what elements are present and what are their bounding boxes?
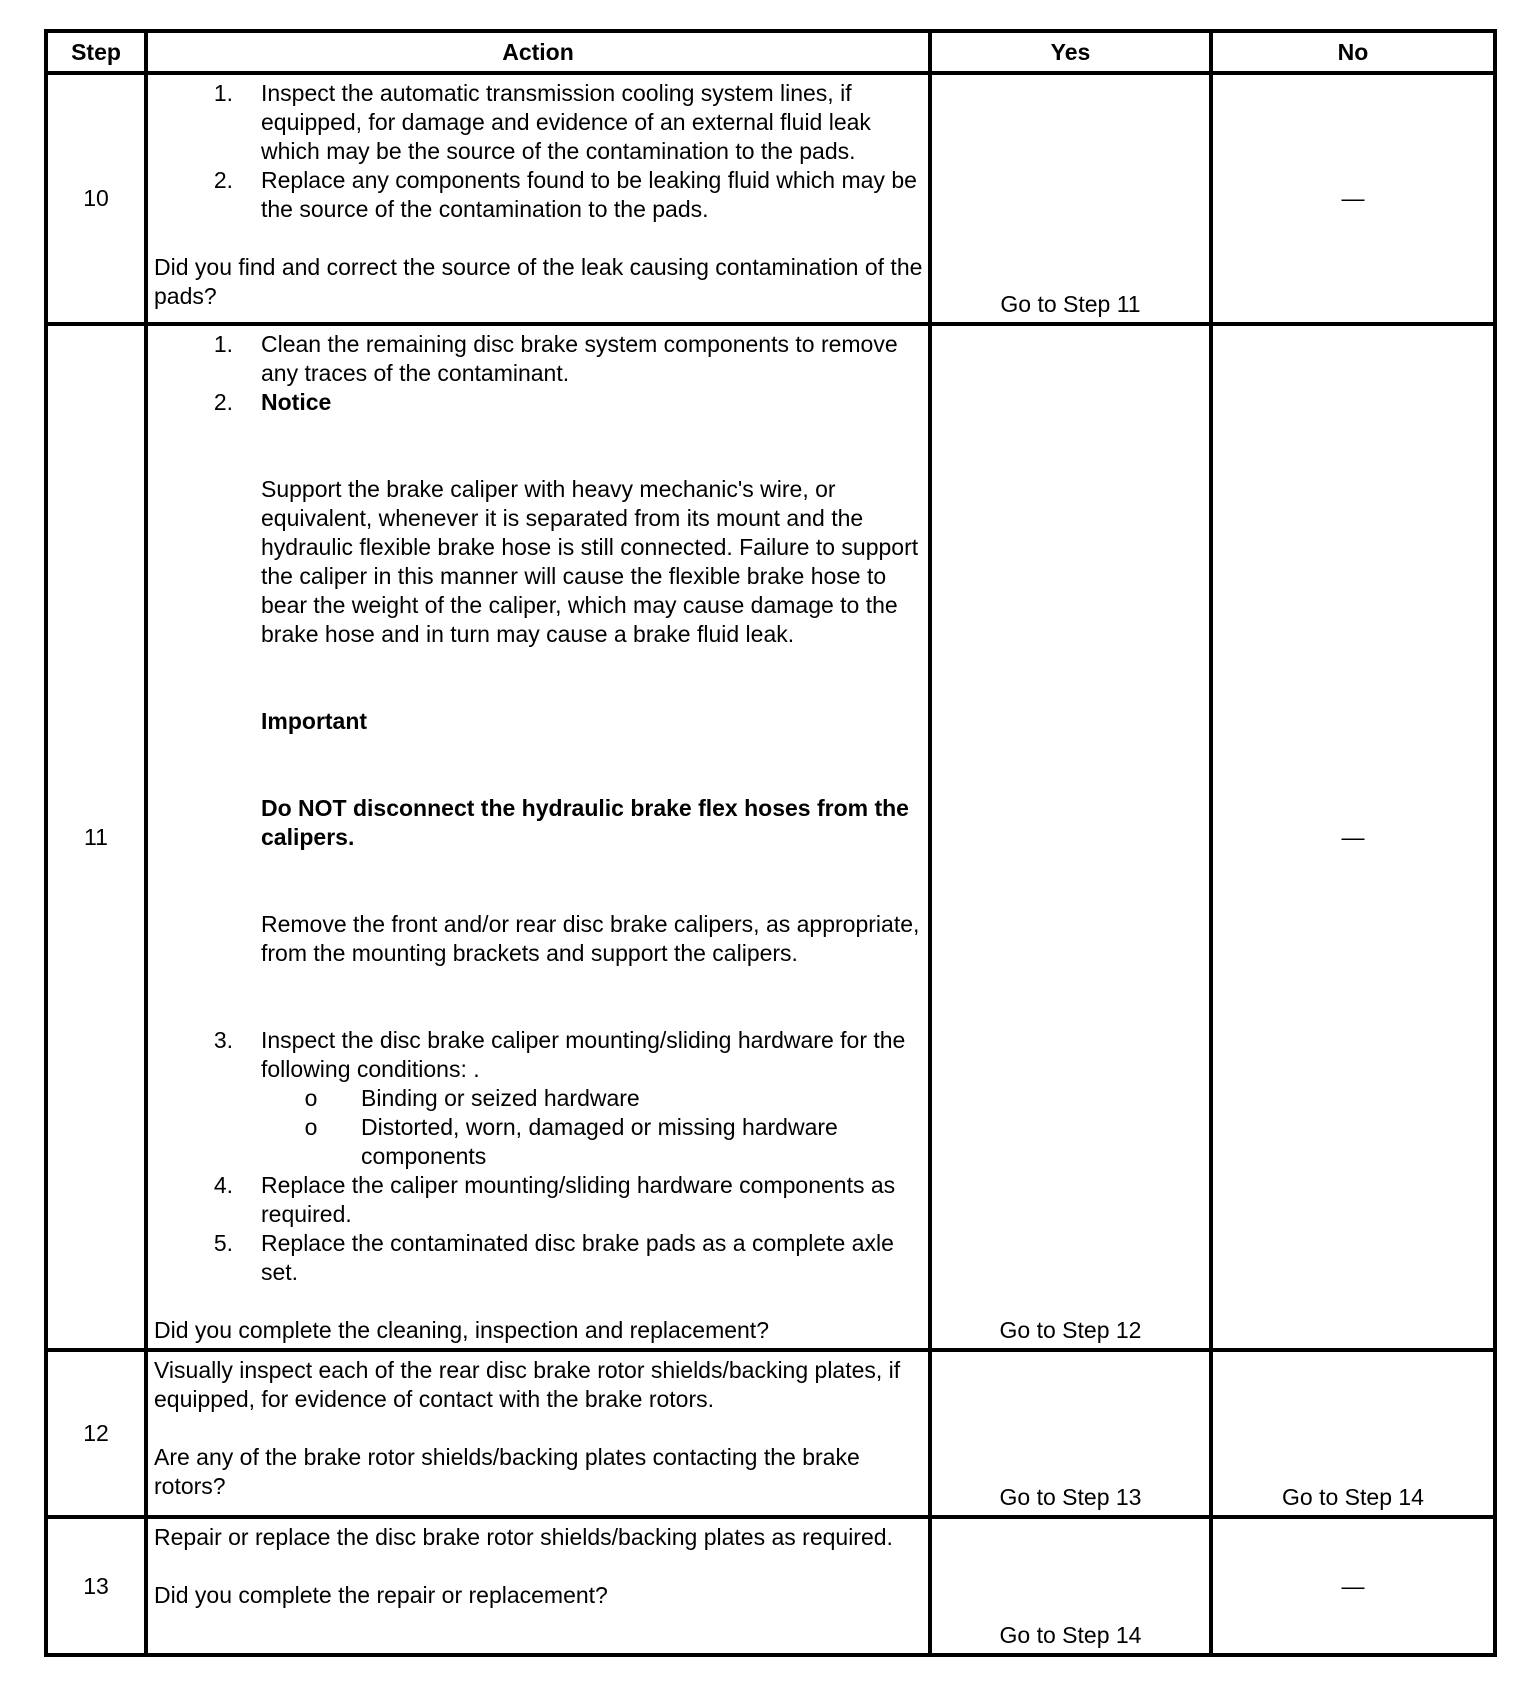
- header-action: Action: [146, 31, 930, 73]
- action-steps: [154, 330, 924, 1287]
- important-label: Important: [261, 708, 368, 734]
- step-text: Remove the front and/or rear disc brake calipers, as appropriate, from the mounting brackets and support the calipers.: [261, 911, 920, 966]
- notice-text: Support the brake caliper with heavy mechanic's wire, or equivalent, whenever it is separated from its mount and the hydraulic flexible brake hose is still connected. Failure to support the caliper in this manner will cause the flexible brake hose to bear the weight of the caliper, which may cause damage to the brake hose and in turn may cause a brake fluid leak.: [261, 476, 919, 647]
- important-text: Do NOT disconnect the hydraulic brake flex hoses from the calipers.: [261, 795, 909, 850]
- action-question: Did you complete the repair or replacement?: [154, 1582, 608, 1608]
- step-text: Clean the remaining disc brake system components to remove any traces of the contaminant.: [261, 331, 898, 386]
- step-index: 3.: [213, 1027, 233, 1053]
- action-step: [154, 79, 924, 166]
- table-row-step-11: [46, 324, 1495, 1350]
- header-step: Step: [46, 31, 146, 73]
- step-text: Replace the contaminated disc brake pads as a complete axle set.: [261, 1230, 894, 1285]
- action-step: [154, 1026, 924, 1171]
- no-result: Go to Step 14: [1211, 1350, 1495, 1517]
- diagnostic-table: [44, 29, 1497, 1657]
- step-index: 1.: [213, 331, 233, 357]
- step-number: 11: [46, 324, 146, 1350]
- step-text: Inspect the automatic transmission cooling system lines, if equipped, for damage and evidence of an external fluid leak which may be the source of the contamination to the pads.: [261, 80, 871, 164]
- yes-result: Go to Step 12: [930, 324, 1211, 1350]
- action-step: [154, 1171, 924, 1229]
- header-yes: Yes: [930, 31, 1211, 73]
- yes-result: Go to Step 11: [930, 73, 1211, 324]
- action-question: Are any of the brake rotor shields/backing plates contacting the brake rotors?: [154, 1444, 860, 1499]
- action-question: Did you find and correct the source of the leak causing contamination of the pads?: [154, 254, 923, 309]
- no-result: —: [1211, 1517, 1495, 1655]
- step-index: 2.: [213, 389, 233, 415]
- action-cell: [146, 324, 930, 1350]
- action-cell: [146, 1350, 930, 1517]
- action-cell: [146, 1517, 930, 1655]
- sub-item: [261, 1113, 924, 1171]
- action-step: [154, 166, 924, 224]
- step-number: 10: [46, 73, 146, 324]
- action-step: [154, 1229, 924, 1287]
- yes-result: Go to Step 14: [930, 1517, 1211, 1655]
- table-row-step-12: [46, 1350, 1495, 1517]
- step-index: 5.: [213, 1230, 233, 1256]
- header-no: No: [1211, 31, 1495, 73]
- sub-item: [261, 1084, 924, 1113]
- yes-result: Go to Step 13: [930, 1350, 1211, 1517]
- bullet-icon: o: [304, 1114, 318, 1140]
- header-row: [46, 31, 1495, 73]
- action-step: [154, 388, 924, 1026]
- step-number: 12: [46, 1350, 146, 1517]
- action-text: Visually inspect each of the rear disc brake rotor shields/backing plates, if equipped, for evidence of contact with the brake rotors.: [154, 1357, 901, 1412]
- action-steps: [154, 79, 924, 224]
- no-result: —: [1211, 73, 1495, 324]
- no-result: —: [1211, 324, 1495, 1350]
- step-number: 13: [46, 1517, 146, 1655]
- action-question: Did you complete the cleaning, inspection and replacement?: [154, 1317, 769, 1343]
- action-cell: [146, 73, 930, 324]
- bullet-icon: o: [304, 1085, 318, 1111]
- step-text: Replace any components found to be leaking fluid which may be the source of the contamination to the pads.: [261, 167, 917, 222]
- table-row-step-10: [46, 73, 1495, 324]
- step-index: 4.: [213, 1172, 233, 1198]
- notice-heading: Notice: [261, 389, 332, 415]
- sub-item-text: Distorted, worn, damaged or missing hardware components: [361, 1114, 838, 1169]
- action-step: [154, 330, 924, 388]
- step-index: 2.: [213, 167, 233, 193]
- action-text: Repair or replace the disc brake rotor shields/backing plates as required.: [154, 1524, 893, 1550]
- sub-item-text: Binding or seized hardware: [361, 1085, 640, 1111]
- step-text: Inspect the disc brake caliper mounting/sliding hardware for the following conditions: .: [261, 1027, 906, 1082]
- step-text: Replace the caliper mounting/sliding hardware components as required.: [261, 1172, 896, 1227]
- table-row-step-13: [46, 1517, 1495, 1655]
- step-index: 1.: [213, 80, 233, 106]
